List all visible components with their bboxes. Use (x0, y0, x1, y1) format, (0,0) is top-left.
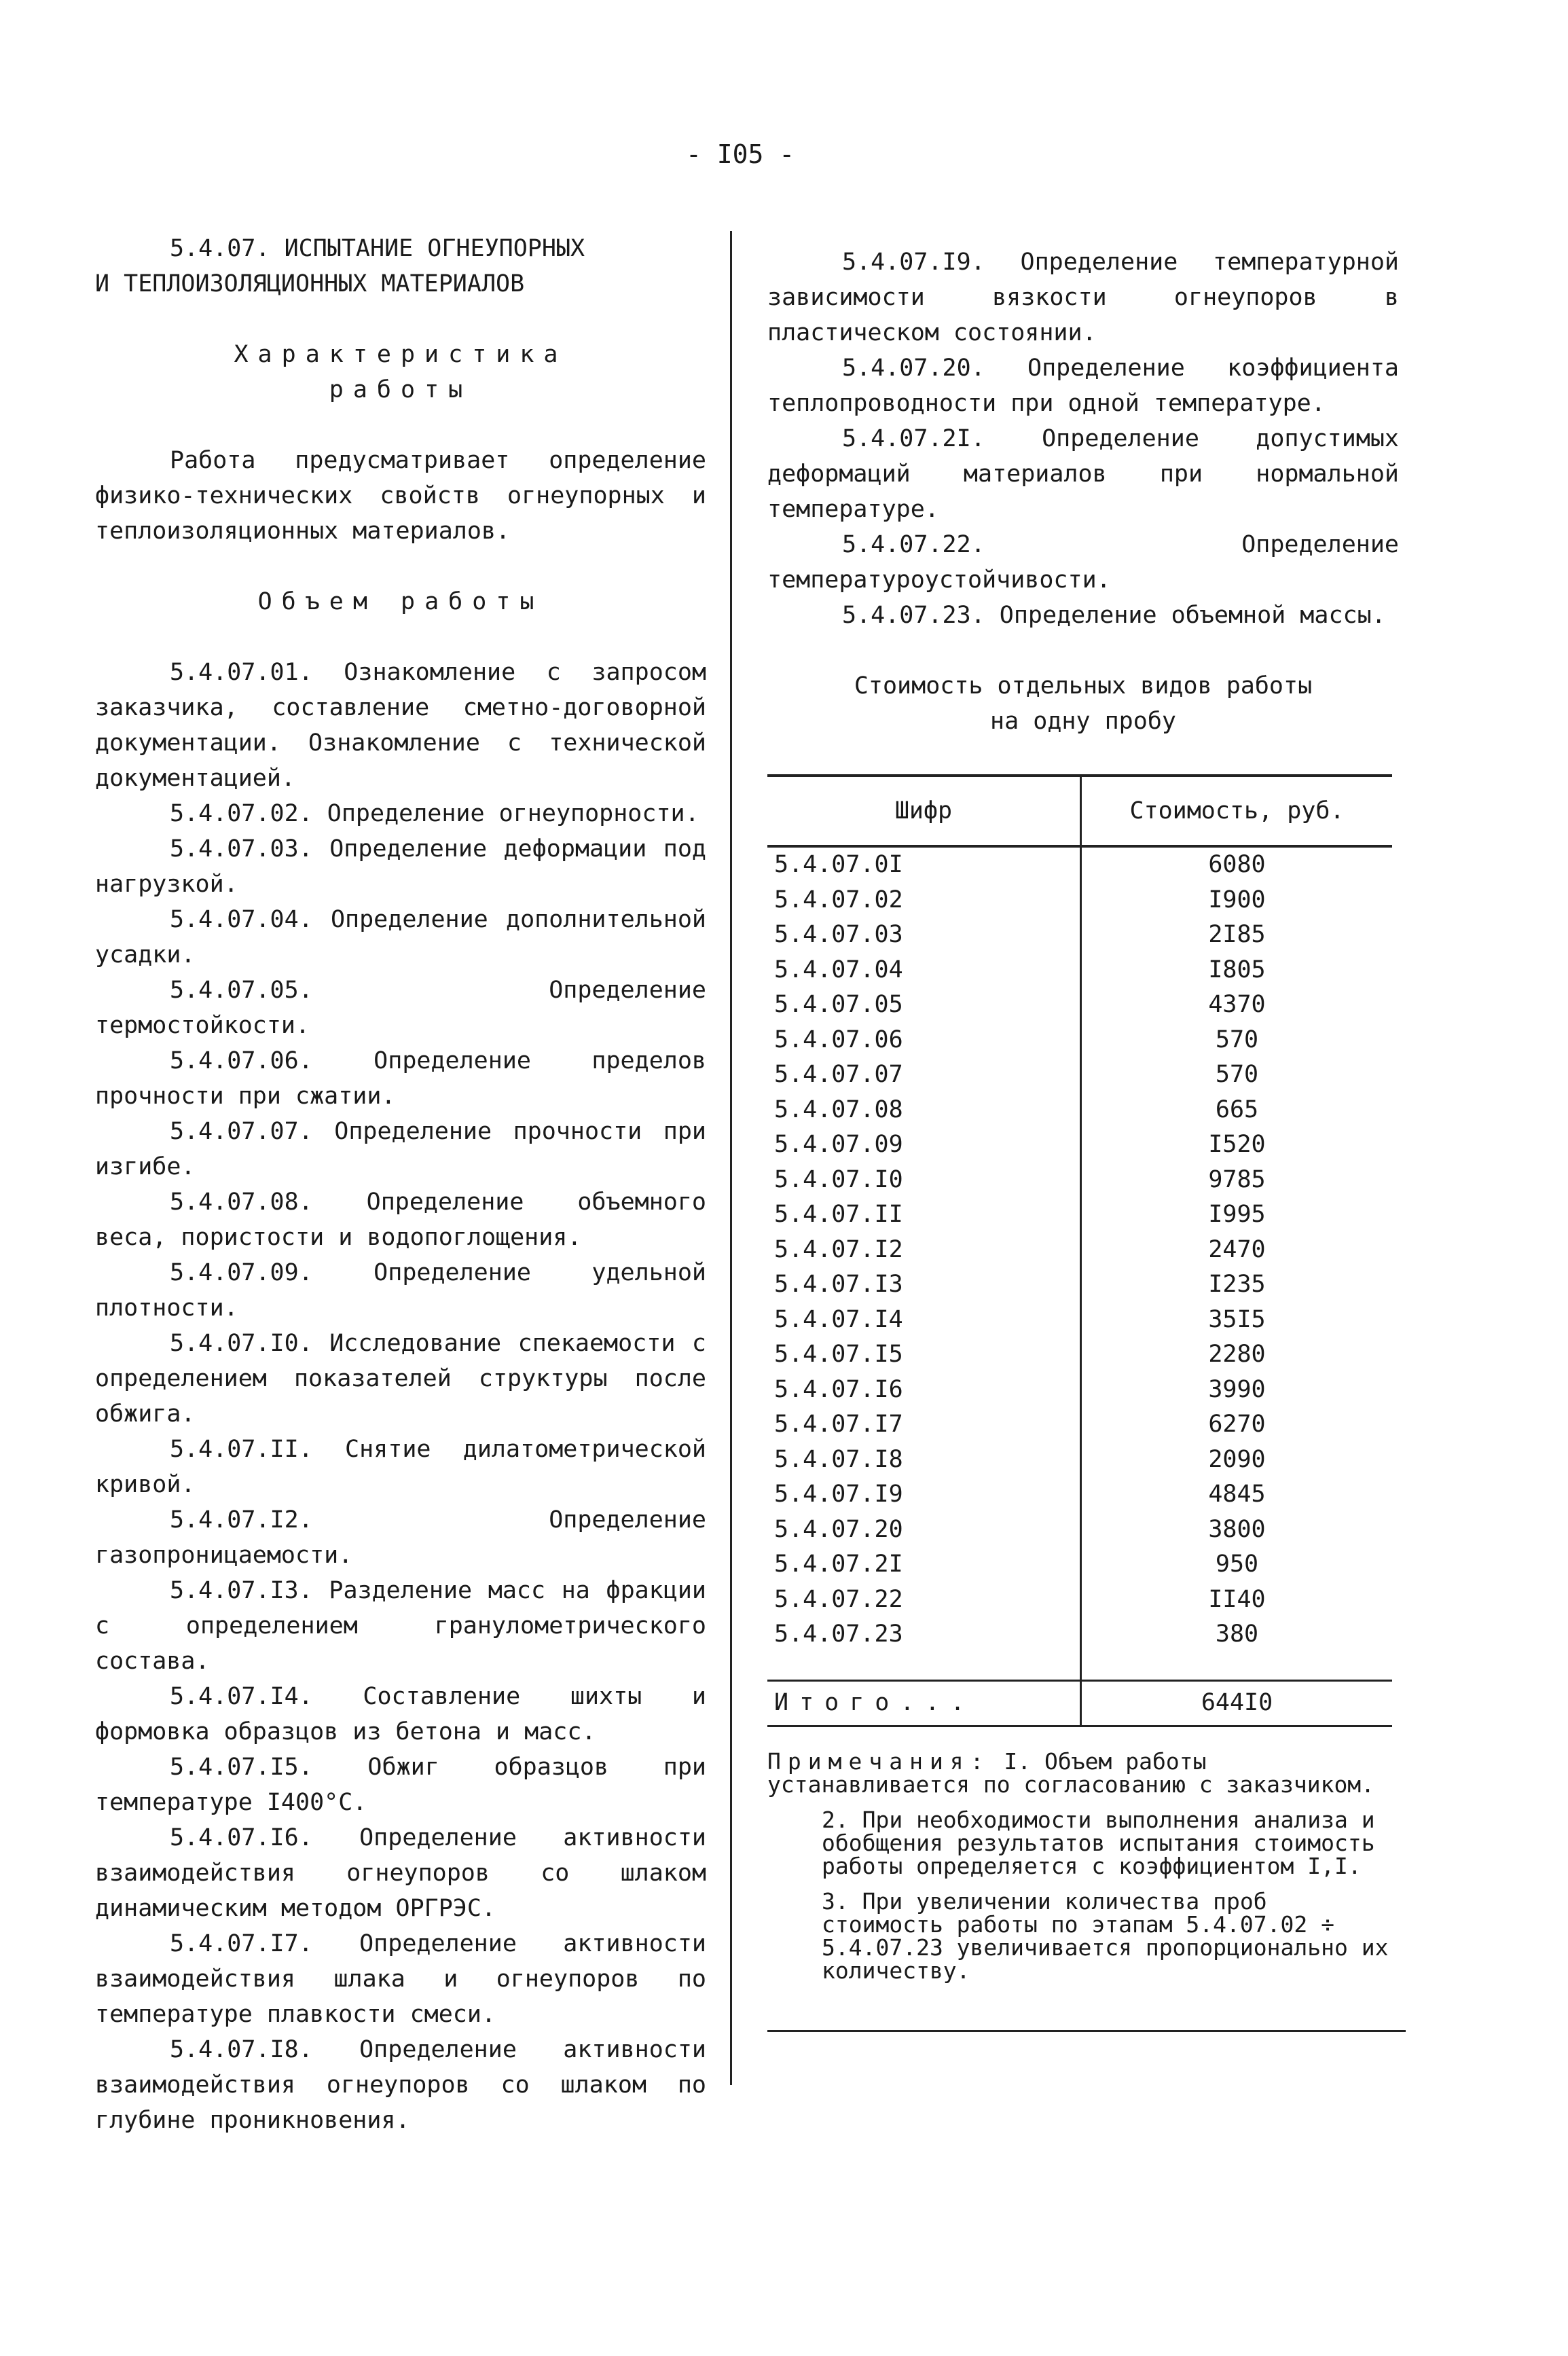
cell-cost: 6080 (1208, 851, 1266, 878)
work-description: Работа предусматривает определение физико-технических свойств огнеупорных и теплоизоляционных материалов. (95, 447, 706, 545)
table-total-row (767, 1680, 1392, 1726)
cell-cost: I900 (1208, 886, 1266, 913)
cell-cost: 570 (1215, 1061, 1259, 1088)
table-row (767, 883, 1392, 918)
section-title: 5.4.07. ИСПЫТАНИЕ ОГНЕУПОРНЫХ (170, 235, 585, 262)
table-row (767, 1373, 1392, 1408)
table-row (767, 1233, 1392, 1268)
cell-cost: 570 (1215, 1026, 1259, 1053)
list-item: 5.4.07.07. Определение прочности при изгибе. (95, 1118, 706, 1180)
table-row (767, 1093, 1392, 1128)
cell-code: 5.4.07.23 (767, 1617, 1081, 1652)
list-item: 5.4.07.22. Определение температуроустойчивости. (767, 531, 1399, 594)
characteristic-heading: Характеристика (234, 341, 568, 368)
table-row (767, 1407, 1392, 1443)
cell-code: 5.4.07.I4 (767, 1303, 1081, 1338)
cell-code: 5.4.07.I0 (767, 1163, 1081, 1198)
table-row (767, 1023, 1392, 1058)
list-item: 5.4.07.08. Определение объемного веса, пористости и водопоглощения. (95, 1189, 706, 1251)
bottom-rule (767, 2030, 1406, 2032)
cell-cost: 35I5 (1208, 1305, 1266, 1333)
table-row (767, 1163, 1392, 1198)
cell-code: 5.4.07.I2 (767, 1233, 1081, 1268)
cell-code: 5.4.07.I8 (767, 1443, 1081, 1478)
list-item: 5.4.07.2I. Определение допустимых деформаций материалов при нормальной температуре. (767, 425, 1399, 523)
volume-heading: Объем работы (257, 588, 544, 615)
table-row (767, 1127, 1392, 1163)
total-label: Итого... (767, 1680, 1081, 1726)
cell-code: 5.4.07.0I (767, 846, 1081, 883)
table-row (767, 987, 1392, 1023)
list-item: 5.4.07.I5. Обжиг образцов при температуре I400°С. (95, 1754, 706, 1816)
list-item: 5.4.07.06. Определение пределов прочности при сжатии. (95, 1047, 706, 1110)
cell-code: 5.4.07.08 (767, 1093, 1081, 1128)
cell-cost: II40 (1208, 1585, 1266, 1613)
table-row (767, 1443, 1392, 1478)
note-3: 3. При увеличении количества проб стоимость работы по этапам 5.4.07.02 ÷ 5.4.07.23 увеличивается пропорционально их количеству. (822, 1887, 1389, 1984)
list-item: 5.4.07.I2. Определение газопроницаемости. (95, 1506, 706, 1569)
table-spacer-row (767, 1652, 1392, 1681)
cell-code: 5.4.07.22 (767, 1582, 1081, 1618)
cell-cost: 2090 (1208, 1445, 1266, 1473)
list-item: 5.4.07.I3. Разделение масс на фракции с определением гранулометрического состава. (95, 1577, 706, 1675)
cell-cost: I995 (1208, 1201, 1266, 1228)
cost-heading-line2: на одну пробу (990, 708, 1176, 735)
cell-code: 5.4.07.I9 (767, 1477, 1081, 1512)
table-row (767, 1512, 1392, 1548)
work-items-list-continued (767, 244, 1399, 633)
cell-code: 5.4.07.03 (767, 918, 1081, 953)
cell-cost: 2470 (1208, 1235, 1266, 1263)
cost-table (767, 774, 1392, 1727)
cell-code: 5.4.07.02 (767, 883, 1081, 918)
table-row (767, 1582, 1392, 1618)
cell-cost: 2280 (1208, 1341, 1266, 1368)
cell-code: 5.4.07.I5 (767, 1337, 1081, 1373)
cell-code: 5.4.07.20 (767, 1512, 1081, 1548)
table-row (767, 1057, 1392, 1093)
note-1-text: I. Объем работы устанавливается по согласованию с заказчиком. (767, 1747, 1375, 1798)
table-row (767, 1303, 1392, 1338)
column-header-code: Шифр (767, 776, 1081, 846)
note-1 (767, 1747, 1399, 1798)
section-title-line2: И ТЕПЛОИЗОЛЯЦИОННЫХ МАТЕРИАЛОВ (95, 270, 525, 297)
cell-cost: I520 (1208, 1131, 1266, 1158)
cell-cost: 4370 (1208, 991, 1266, 1018)
characteristic-heading-line2: работы (329, 376, 473, 403)
left-column (95, 231, 706, 2138)
notes-label: Примечания: (767, 1747, 991, 1775)
cell-cost: 4845 (1208, 1481, 1266, 1508)
cell-code: 5.4.07.04 (767, 953, 1081, 988)
cell-cost: 2I85 (1208, 921, 1266, 948)
right-column (767, 244, 1399, 2032)
cell-code: 5.4.07.09 (767, 1127, 1081, 1163)
cell-cost: 3800 (1208, 1515, 1266, 1543)
list-item: 5.4.07.09. Определение удельной плотности. (95, 1259, 706, 1322)
list-item: 5.4.07.I8. Определение активности взаимодействия огнеупоров со шлаком по глубине проникновения. (95, 2036, 706, 2134)
list-item: 5.4.07.I4. Составление шихты и формовка образцов из бетона и масс. (95, 1683, 706, 1745)
table-row (767, 953, 1392, 988)
cell-cost: 6270 (1208, 1411, 1266, 1438)
cell-cost: 3990 (1208, 1375, 1266, 1403)
note-2: 2. При необходимости выполнения анализа и обобщения результатов испытания стоимость работы определяется с коэффициентом I,I. (822, 1806, 1375, 1879)
list-item: 5.4.07.23. Определение объемной массы. (842, 602, 1386, 629)
cell-code: 5.4.07.I6 (767, 1373, 1081, 1408)
list-item: 5.4.07.I9. Определение температурной зависимости вязкости огнеупоров в пластическом состоянии. (767, 249, 1399, 346)
cell-code: 5.4.07.II (767, 1197, 1081, 1233)
cell-code: 5.4.07.05 (767, 987, 1081, 1023)
table-row (767, 1197, 1392, 1233)
list-item: 5.4.07.I6. Определение активности взаимодействия огнеупоров со шлаком динамическим методом ОРГРЭС. (95, 1824, 706, 1922)
table-row (767, 1617, 1392, 1652)
cell-cost: I235 (1208, 1271, 1266, 1298)
table-body (767, 846, 1392, 1652)
list-item: 5.4.07.04. Определение дополнительной усадки. (95, 906, 706, 968)
list-item: 5.4.07.01. Ознакомление с запросом заказчика, составление сметно-договорной документации. Ознакомление с технической документацией. (95, 659, 706, 792)
cell-cost: 380 (1215, 1620, 1259, 1648)
list-item: 5.4.07.20. Определение коэффициента теплопроводности при одной температуре. (767, 355, 1399, 417)
cell-code: 5.4.07.I3 (767, 1267, 1081, 1303)
table-row (767, 1337, 1392, 1373)
cell-cost: 9785 (1208, 1165, 1266, 1193)
column-header-cost: Стоимость, руб. (1081, 776, 1393, 846)
work-items-list (95, 655, 706, 2138)
list-item: 5.4.07.03. Определение деформации под нагрузкой. (95, 835, 706, 898)
cell-cost: 950 (1215, 1551, 1259, 1578)
table-row (767, 846, 1392, 883)
cell-cost: I805 (1208, 956, 1266, 983)
column-divider (730, 231, 732, 2085)
cell-code: 5.4.07.I7 (767, 1407, 1081, 1443)
list-item: 5.4.07.II. Снятие дилатометрической кривой. (95, 1436, 706, 1498)
table-row (767, 1267, 1392, 1303)
table-row (767, 1547, 1392, 1582)
cell-cost: 665 (1215, 1095, 1259, 1123)
total-value: 644I0 (1081, 1680, 1393, 1726)
table-row (767, 918, 1392, 953)
cell-code: 5.4.07.07 (767, 1057, 1081, 1093)
cell-code: 5.4.07.2I (767, 1547, 1081, 1582)
table-row (767, 1477, 1392, 1512)
cell-code: 5.4.07.06 (767, 1023, 1081, 1058)
list-item: 5.4.07.I0. Исследование спекаемости с определением показателей структуры после обжига. (95, 1330, 706, 1428)
list-item: 5.4.07.02. Определение огнеупорности. (170, 800, 699, 827)
page-number: - I05 - (686, 139, 795, 169)
table-header-row (767, 776, 1392, 846)
cost-heading: Стоимость отдельных видов работы (854, 672, 1313, 700)
notes-section (767, 1747, 1399, 1984)
list-item: 5.4.07.05. Определение термостойкости. (95, 977, 706, 1039)
list-item: 5.4.07.I7. Определение активности взаимодействия шлака и огнеупоров по температуре плавкости смеси. (95, 1930, 706, 2028)
